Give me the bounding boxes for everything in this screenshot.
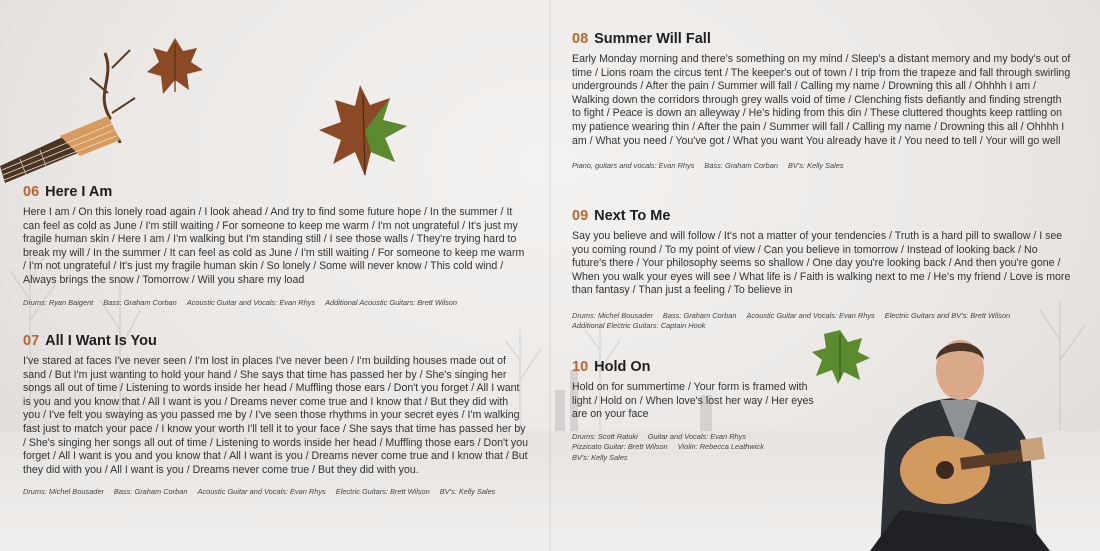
credits [572, 432, 822, 464]
maple-leaf-illustration [315, 80, 415, 180]
credit: BV's: Kelly Sales [572, 452, 628, 462]
credit: Drums: Ryan Baigent [23, 297, 94, 307]
credit: Electric Guitars and BV's: Brett Wilson [884, 310, 1011, 320]
credit: Acoustic Guitar and Vocals: Evan Rhys [746, 310, 875, 320]
song-07 [23, 333, 528, 498]
credits [572, 311, 1072, 332]
credit: Piano, guitars and vocals: Evan Rhys [572, 161, 695, 171]
track-number: 09 [572, 208, 589, 224]
lyrics: I've stared at faces I've never seen / I'm lost in places I've never been / I'm building houses made out of sand / But I'm just wanting to hold your hand / She says that time has passed her by / She's singing her songs all out of time / Listening to words inside her head / Muffling those ears / Don't you forget / All I want is you and you know that / All I want is you / Dreams never come true and I know that / But they did with you / I've felt you swaying as you passed me by / I've seen those rhythms in your secret eyes / I'm walking fast just to match your pace / I know your worth I'll tell it to your face / She says that time has passed her by / She's singing her songs all out of time / Listening to words inside her head / Muffling those ears / Don't you forget / All I want is you and you know that / All I want is you / Dreams never come true and I know that / But they did with you / All I want is you / Dreams never come true / But they did with you. [23, 355, 528, 476]
credit: Drums: Michel Bousader [23, 487, 104, 497]
song-title [572, 31, 1072, 47]
credit: BV's: Kelly Sales [439, 487, 496, 497]
track-number: 08 [572, 31, 589, 47]
credit: Pizzicato Guitar: Brett Wilson [572, 442, 668, 452]
credit: Drums: Scott Ratuki [572, 431, 638, 441]
track-number: 07 [23, 333, 40, 349]
credits [572, 161, 1072, 172]
credit: Bass: Graham Corban [662, 310, 737, 320]
credit: Drums: Michel Bousader [572, 310, 653, 320]
song-title [23, 184, 528, 200]
credit: Bass: Graham Corban [113, 487, 188, 497]
credit: Bass: Graham Corban [103, 297, 177, 307]
track-title: Hold On [594, 359, 651, 375]
page-fold [549, 0, 551, 551]
song-title [572, 359, 822, 375]
credit: Acoustic Guitar and Vocals: Evan Rhys [186, 297, 316, 307]
song-title [572, 208, 1072, 224]
song-10 [572, 359, 822, 463]
credit: Additional Acoustic Guitars: Brett Wilson [325, 297, 458, 307]
credit: Guitar and Vocals: Evan Rhys [647, 431, 747, 441]
credit: Bass: Graham Corban [704, 161, 778, 171]
brown-leaf-illustration [145, 36, 205, 98]
track-title: Summer Will Fall [594, 31, 711, 47]
singer-with-guitar-photo [860, 330, 1055, 551]
song-09 [572, 208, 1072, 332]
track-number: 06 [23, 184, 40, 200]
song-title [23, 333, 528, 349]
credit: Electric Guitars: Brett Wilson [335, 487, 430, 497]
track-title: Next To Me [594, 208, 671, 224]
credits [23, 298, 528, 309]
song-08 [572, 31, 1072, 172]
credit: Additional Electric Guitars: Captain Hook [572, 321, 706, 331]
credit: Violin: Rebecca Leathwick [677, 442, 764, 452]
track-title: All I Want Is You [45, 333, 157, 349]
lyrics: Say you believe and will follow / It's not a matter of your tendencies / Truth is a hard pill to swallow / I see you coming round / To my point of view / Can you believe in tomorrow / Instead of looking back / No future's there / Your philosophy seems so shallow / One day you're looking back / And then you're gone / When you walk your eyes will see / What life is / Faith is walking next to me / He's my friend / Love is more than fantasy / Than just a feeling / To believe in [572, 230, 1071, 297]
credit: Acoustic Guitar and Vocals: Evan Rhys [197, 487, 326, 497]
credit: BV's: Kelly Sales [787, 161, 844, 171]
song-06 [23, 184, 528, 308]
lyrics: Hold on for summertime / Your form is framed with light / Hold on / When love's lost her way / Her eyes are on your face [572, 381, 814, 421]
lyrics: Here I am / On this lonely road again / I look ahead / And try to find some future hope / In the summer / It can feel as cold as June / I'm still waiting / For someone to keep me warm / I'm not ungrateful / It's just my fragile human skin / Here I am / I'm walking but I'm standing still / I see those walls / They're trying hard to break my will / In the summer / It can feel as cold as June / I'm still waiting / For someone to keep me warm / I'm not ungrateful / It's just my fragile human skin / So lonely / Some will never know / This cold wind / Always brings the snow / Tomorrow / Will you share my load [23, 206, 525, 286]
track-number: 10 [572, 359, 589, 375]
lyrics: Early Monday morning and there's something on my mind / Sleep's a distant memory and my body's out of time / Lions roam the circus tent / The keeper's out of town / I trip from the trapeze and fall through swirling undergrounds / After the pain / Summer will fall / Calling my name / Drowning this all / Ohhhh I am / Walking down the corridors through grey walls void of time / Clenching fists defiantly and finding strength to fight / Peace is down an alleyway / He's hiding from this din / These cluttered thoughts keep rattling on my patience wearing thin / After the pain / Summer will fall / Calling my name / Drowning this all / Ohhhh I am / What you need / You've got / What you want You already have it / You need to tell / Your will go well [572, 53, 1071, 147]
credits [23, 487, 528, 498]
track-title: Here I Am [45, 184, 113, 200]
